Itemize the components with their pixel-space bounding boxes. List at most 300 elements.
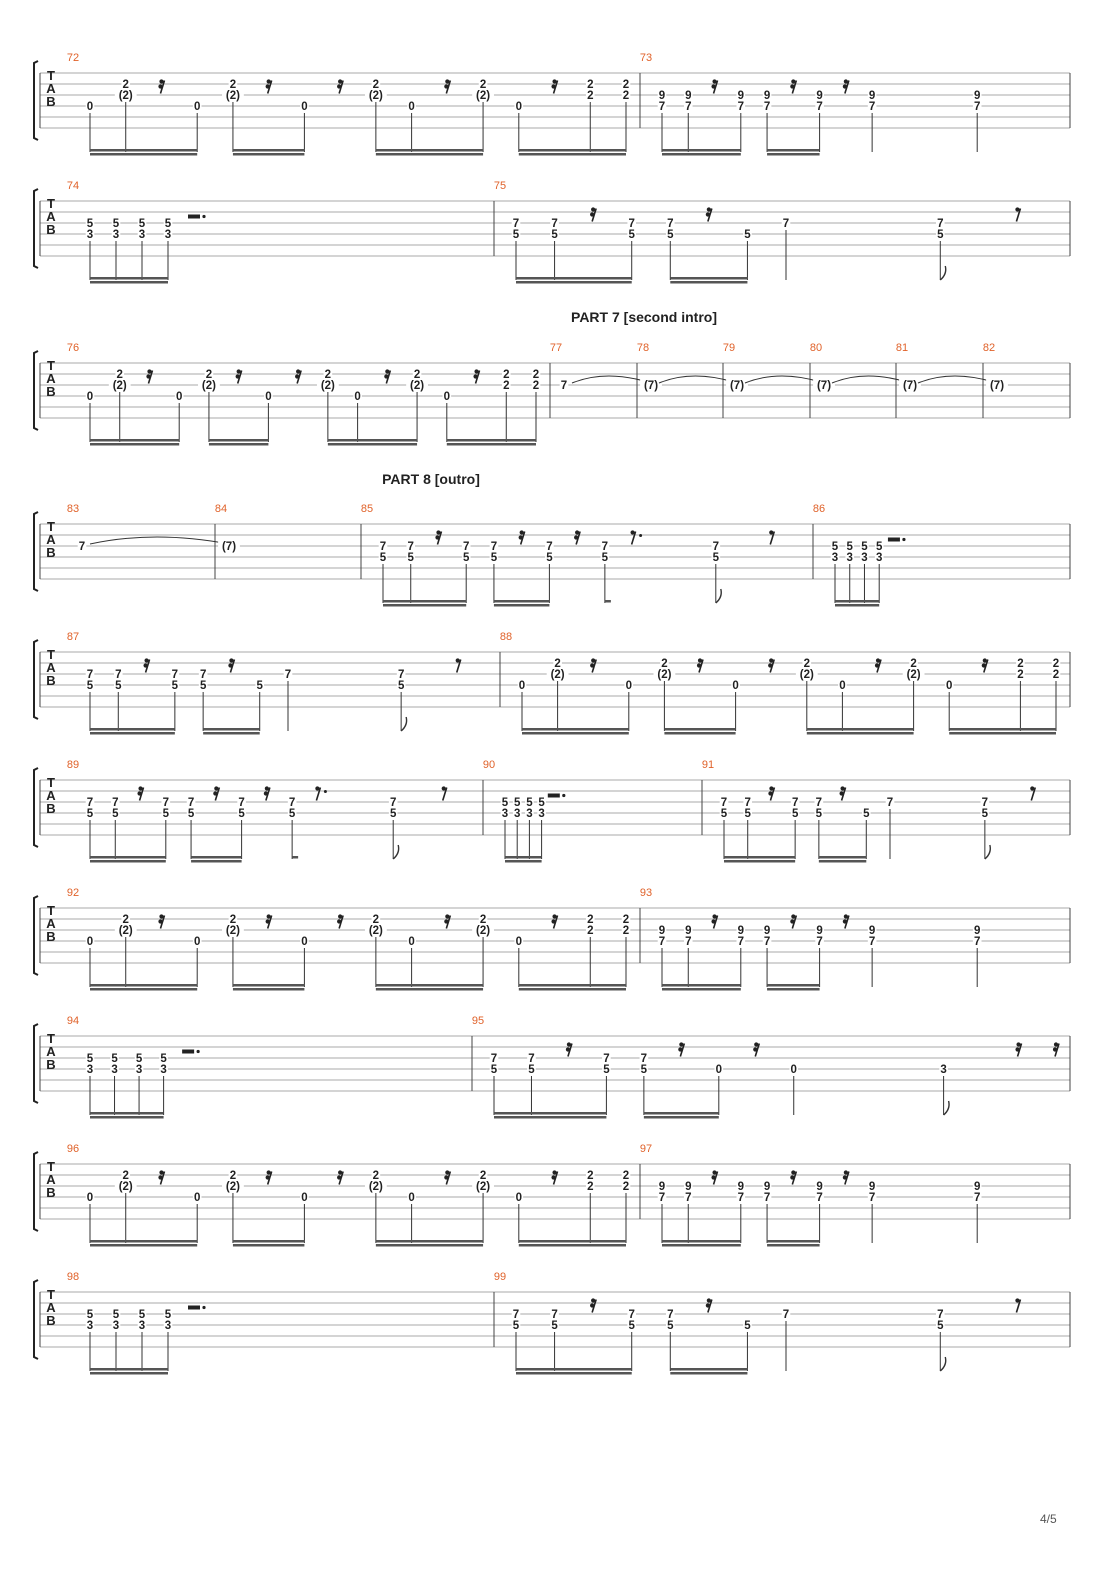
fret-number: (2) bbox=[118, 1181, 133, 1193]
tie-arc bbox=[572, 376, 651, 383]
beam bbox=[203, 732, 260, 735]
system-bracket bbox=[34, 351, 38, 430]
fret-number: 5 bbox=[86, 1309, 94, 1321]
beam bbox=[203, 728, 260, 731]
fret-number: 2 bbox=[587, 925, 594, 937]
fret-number: 2 bbox=[587, 914, 594, 926]
fret-number: 5 bbox=[628, 1320, 635, 1332]
sixteenth-rest bbox=[551, 1170, 557, 1184]
sixteenth-rest bbox=[228, 658, 234, 672]
sixteenth-rest bbox=[768, 786, 774, 800]
fret-number: 9 bbox=[658, 925, 666, 937]
fret-number: 7 bbox=[199, 669, 207, 681]
beam bbox=[90, 856, 166, 859]
tab-clef-letter: T bbox=[47, 647, 55, 662]
fret-number: 9 bbox=[816, 925, 823, 937]
beam bbox=[233, 1240, 304, 1243]
sixteenth-rest bbox=[711, 1170, 717, 1184]
measure bbox=[86, 1050, 200, 1119]
beam bbox=[209, 443, 268, 446]
fret-number: 5 bbox=[115, 680, 122, 692]
half-rest bbox=[888, 538, 900, 542]
fret-number: 2 bbox=[622, 914, 630, 926]
fret-number: 7 bbox=[981, 797, 989, 809]
fret-number: (2) bbox=[550, 669, 565, 681]
fret-number: 7 bbox=[397, 669, 405, 681]
beam bbox=[767, 153, 820, 156]
beam bbox=[949, 732, 1056, 735]
fret-number: 7 bbox=[86, 797, 94, 809]
sixteenth-rest bbox=[706, 207, 712, 221]
fret-number: 2 bbox=[229, 1170, 237, 1182]
fret-number: 0 bbox=[443, 391, 451, 403]
measure-number: 90 bbox=[482, 759, 496, 771]
system-bracket bbox=[34, 1152, 38, 1231]
fret-number: 5 bbox=[138, 218, 146, 230]
fret-number: 7 bbox=[685, 101, 692, 113]
fret-number: 2 bbox=[413, 369, 421, 381]
beam bbox=[90, 988, 197, 991]
fret-number: 5 bbox=[831, 541, 839, 553]
fret-number: 7 bbox=[685, 1192, 692, 1204]
tie-arc bbox=[832, 376, 910, 383]
fret-number: 9 bbox=[685, 925, 692, 937]
sixteenth-rest bbox=[519, 530, 525, 544]
fret-number: 5 bbox=[512, 229, 520, 241]
beam bbox=[90, 860, 166, 863]
fret-number: 3 bbox=[846, 552, 853, 564]
tab-clef-letter: T bbox=[47, 903, 55, 918]
fret-number: 7 bbox=[782, 218, 790, 230]
fret-number: 0 bbox=[515, 101, 523, 113]
fret-number: (2) bbox=[225, 90, 240, 102]
tab-clef-letter: A bbox=[46, 371, 56, 386]
sixteenth-rest bbox=[236, 369, 242, 383]
fret-number: (2) bbox=[118, 90, 133, 102]
sixteenth-rest bbox=[137, 786, 143, 800]
system-bracket bbox=[34, 512, 38, 591]
fret-number: (2) bbox=[368, 925, 383, 937]
fret-number: 2 bbox=[532, 380, 540, 392]
fret-number: 0 bbox=[518, 680, 526, 692]
fret-number: 9 bbox=[685, 1181, 692, 1193]
fret-number: 2 bbox=[661, 658, 668, 670]
fret-number: 7 bbox=[685, 936, 692, 948]
tab-clef-letter: A bbox=[46, 660, 56, 675]
fret-number: 5 bbox=[187, 808, 195, 820]
beam bbox=[670, 1372, 747, 1375]
beam bbox=[519, 1244, 626, 1247]
fret-number: 2 bbox=[1017, 658, 1024, 670]
fret-number: 5 bbox=[238, 808, 245, 820]
rest-dot bbox=[902, 538, 905, 541]
fret-number: (2) bbox=[225, 925, 240, 937]
sixteenth-rest bbox=[1015, 1042, 1021, 1056]
fret-number: 3 bbox=[86, 1320, 94, 1332]
sixteenth-rest bbox=[551, 914, 557, 928]
tab-clef-letter: B bbox=[46, 222, 56, 237]
fret-number: 5 bbox=[937, 229, 944, 241]
fret-number: 5 bbox=[112, 1309, 120, 1321]
measure bbox=[86, 215, 206, 284]
sixteenth-rest bbox=[574, 530, 580, 544]
sixteenth-rest bbox=[264, 786, 270, 800]
fret-number: 7 bbox=[490, 1053, 498, 1065]
beam bbox=[233, 149, 304, 152]
fret-number: 5 bbox=[846, 541, 853, 553]
beam bbox=[819, 856, 866, 859]
fret-number: (2) bbox=[410, 380, 425, 392]
fret-number: (7) bbox=[989, 380, 1005, 392]
tab-clef-letter: A bbox=[46, 532, 56, 547]
fret-number: 0 bbox=[839, 680, 846, 692]
fret-number: 7 bbox=[937, 1309, 944, 1321]
eighth-flag bbox=[985, 845, 990, 859]
beam bbox=[494, 604, 549, 607]
beam bbox=[767, 1240, 820, 1243]
sixteenth-rest bbox=[143, 658, 149, 672]
measure-number: 99 bbox=[493, 1271, 507, 1283]
sixteenth-rest bbox=[295, 369, 301, 383]
beam bbox=[90, 277, 168, 280]
tab-system bbox=[34, 351, 1070, 446]
fret-number: 7 bbox=[720, 797, 728, 809]
fret-number: 5 bbox=[462, 552, 470, 564]
fret-number: 7 bbox=[973, 936, 981, 948]
fret-number: 3 bbox=[164, 229, 172, 241]
beam bbox=[519, 1240, 626, 1243]
beam bbox=[819, 860, 866, 863]
fret-number: (2) bbox=[118, 925, 133, 937]
eighth-rest bbox=[442, 786, 447, 800]
beam bbox=[90, 984, 197, 987]
fret-number: 0 bbox=[86, 1192, 94, 1204]
fret-number: 7 bbox=[628, 218, 635, 230]
tab-clef-letter: B bbox=[46, 545, 56, 560]
fret-number: 7 bbox=[658, 1192, 666, 1204]
sixteenth-rest bbox=[982, 658, 988, 672]
tie-arc bbox=[918, 376, 997, 383]
beam bbox=[505, 860, 542, 863]
fret-number: 7 bbox=[815, 797, 823, 809]
fret-number: 9 bbox=[868, 925, 876, 937]
fret-number: 5 bbox=[86, 1053, 94, 1065]
beam bbox=[233, 984, 304, 987]
fret-number: 5 bbox=[407, 552, 414, 564]
fret-number: 0 bbox=[408, 101, 415, 113]
fret-number: (2) bbox=[476, 1181, 491, 1193]
measure-number: 81 bbox=[895, 342, 909, 354]
fret-number: 7 bbox=[658, 101, 666, 113]
sixteenth-rest bbox=[266, 79, 272, 93]
fret-number: 5 bbox=[256, 680, 263, 692]
fret-number: 0 bbox=[515, 936, 523, 948]
beam bbox=[90, 1368, 168, 1371]
tab-clef-letter: T bbox=[47, 68, 55, 83]
eighth-flag bbox=[393, 845, 398, 859]
fret-number: 9 bbox=[737, 1181, 745, 1193]
fret-number: (7) bbox=[902, 380, 918, 392]
beam bbox=[519, 149, 626, 152]
tab-clef-letter: B bbox=[46, 1185, 56, 1200]
tab-clef-letter: A bbox=[46, 788, 56, 803]
eighth-rest bbox=[1015, 207, 1020, 221]
sixteenth-rest bbox=[158, 1170, 164, 1184]
beam bbox=[516, 1372, 632, 1375]
fret-number: 2 bbox=[116, 369, 123, 381]
fret-number: 5 bbox=[791, 808, 799, 820]
section-title: PART 8 [outro] bbox=[382, 471, 480, 487]
fret-number: 2 bbox=[122, 914, 129, 926]
fret-number: 9 bbox=[763, 1181, 771, 1193]
fret-number: 0 bbox=[265, 391, 272, 403]
fret-number: 5 bbox=[199, 680, 207, 692]
beam bbox=[447, 439, 536, 442]
beam bbox=[376, 153, 483, 156]
beam bbox=[447, 443, 536, 446]
rest-dot bbox=[202, 1306, 205, 1309]
fret-number: 5 bbox=[86, 218, 94, 230]
fret-number: 7 bbox=[816, 936, 823, 948]
system-bracket bbox=[34, 189, 38, 268]
sixteenth-rest bbox=[1053, 1042, 1059, 1056]
fret-number: 3 bbox=[940, 1064, 947, 1076]
fret-number: 7 bbox=[551, 1309, 558, 1321]
beam bbox=[376, 988, 483, 991]
measure-number: 73 bbox=[639, 52, 653, 64]
fret-number: 0 bbox=[945, 680, 953, 692]
fret-number: 2 bbox=[622, 1181, 630, 1193]
sixteenth-rest bbox=[158, 79, 164, 93]
fret-number: 7 bbox=[162, 797, 170, 809]
beam bbox=[724, 856, 795, 859]
fret-number: 5 bbox=[667, 1320, 674, 1332]
fret-number: 7 bbox=[407, 541, 414, 553]
tab-clef-letter: B bbox=[46, 94, 56, 109]
beam bbox=[644, 1116, 719, 1119]
fret-number: 5 bbox=[815, 808, 823, 820]
fret-number: 0 bbox=[715, 1064, 723, 1076]
fret-number: 7 bbox=[791, 797, 799, 809]
fret-number: 3 bbox=[138, 229, 146, 241]
sixteenth-rest bbox=[711, 914, 717, 928]
fret-number: 3 bbox=[861, 552, 868, 564]
tab-system bbox=[34, 61, 1070, 156]
fret-number: 2 bbox=[205, 369, 213, 381]
fret-number: 5 bbox=[526, 797, 533, 809]
fret-number: 2 bbox=[1052, 669, 1060, 681]
sixteenth-rest bbox=[158, 914, 164, 928]
sixteenth-rest bbox=[444, 1170, 450, 1184]
fret-number: 2 bbox=[372, 914, 380, 926]
beam bbox=[767, 988, 820, 991]
sixteenth-rest bbox=[590, 207, 596, 221]
measure-number: 85 bbox=[360, 503, 374, 515]
fret-number: 0 bbox=[790, 1064, 797, 1076]
beam bbox=[233, 988, 304, 991]
beam bbox=[90, 732, 175, 735]
fret-number: 5 bbox=[164, 218, 172, 230]
fret-number: 7 bbox=[868, 101, 876, 113]
beam bbox=[383, 600, 466, 603]
measure-number: 80 bbox=[809, 342, 823, 354]
beam bbox=[90, 728, 175, 731]
fret-number: 9 bbox=[973, 925, 981, 937]
sixteenth-rest bbox=[337, 79, 343, 93]
measure-number: 94 bbox=[66, 1015, 80, 1027]
measure bbox=[86, 1306, 206, 1375]
fret-number: 7 bbox=[603, 1053, 610, 1065]
measure-number: 98 bbox=[66, 1271, 80, 1283]
fret-number: 9 bbox=[737, 925, 745, 937]
fret-number: 7 bbox=[284, 669, 292, 681]
fret-number: 5 bbox=[397, 680, 405, 692]
measure-number: 88 bbox=[499, 631, 513, 643]
fret-number: 7 bbox=[973, 101, 981, 113]
measure-number: 72 bbox=[66, 52, 80, 64]
fret-number: 7 bbox=[763, 1192, 771, 1204]
beam bbox=[670, 281, 747, 284]
sixteenth-rest bbox=[473, 369, 479, 383]
beam bbox=[90, 149, 197, 152]
fret-number: 7 bbox=[667, 218, 674, 230]
sixteenth-rest bbox=[697, 658, 703, 672]
fret-number: 5 bbox=[138, 1309, 146, 1321]
fret-number: 5 bbox=[288, 808, 296, 820]
beam bbox=[522, 728, 629, 731]
fret-number: 3 bbox=[875, 552, 883, 564]
beam bbox=[328, 443, 417, 446]
beam bbox=[767, 1244, 820, 1247]
measure-number: 83 bbox=[66, 503, 80, 515]
fret-number: 7 bbox=[78, 541, 86, 553]
tab-clef-letter: T bbox=[47, 519, 55, 534]
measure-number: 96 bbox=[66, 1143, 80, 1155]
fret-number: 5 bbox=[513, 797, 521, 809]
fret-number: 2 bbox=[479, 1170, 487, 1182]
fret-number: 5 bbox=[667, 229, 674, 241]
beam bbox=[664, 728, 735, 731]
fret-number: 5 bbox=[171, 680, 179, 692]
fret-number: 5 bbox=[512, 1320, 520, 1332]
sixteenth-rest bbox=[839, 786, 845, 800]
beam bbox=[835, 600, 879, 603]
fret-number: 0 bbox=[625, 680, 633, 692]
sixteenth-rest bbox=[337, 914, 343, 928]
tab-clef-letter: T bbox=[47, 775, 55, 790]
beam bbox=[662, 988, 741, 991]
fret-number: 7 bbox=[658, 936, 666, 948]
beam bbox=[767, 984, 820, 987]
beam bbox=[662, 984, 741, 987]
fret-number: 7 bbox=[937, 218, 944, 230]
measure-number: 95 bbox=[471, 1015, 485, 1027]
fret-number: 2 bbox=[587, 90, 594, 102]
beam bbox=[949, 728, 1056, 731]
sixteenth-rest bbox=[706, 1298, 712, 1312]
measure-number: 93 bbox=[639, 887, 653, 899]
tab-clef-letter: A bbox=[46, 81, 56, 96]
fret-number: 9 bbox=[763, 925, 771, 937]
fret-number: 5 bbox=[379, 552, 387, 564]
page-number: 4/5 bbox=[1040, 1512, 1057, 1526]
fret-number: 2 bbox=[1052, 658, 1060, 670]
fret-number: 2 bbox=[372, 1170, 380, 1182]
fret-number: 9 bbox=[868, 90, 876, 102]
fret-number: 7 bbox=[546, 541, 553, 553]
sixteenth-rest bbox=[444, 79, 450, 93]
tie-arc bbox=[745, 376, 824, 383]
system-bracket bbox=[34, 1024, 38, 1103]
fret-number: 7 bbox=[528, 1053, 535, 1065]
fret-number: (2) bbox=[320, 380, 335, 392]
measure-number: 77 bbox=[549, 342, 563, 354]
beam bbox=[835, 604, 879, 607]
fret-number: 0 bbox=[301, 936, 308, 948]
fret-number: (2) bbox=[201, 380, 216, 392]
sixteenth-rest bbox=[843, 1170, 849, 1184]
fret-number: 3 bbox=[111, 1064, 118, 1076]
fret-number: 3 bbox=[112, 1320, 120, 1332]
fret-number: 7 bbox=[288, 797, 296, 809]
beam bbox=[662, 149, 741, 152]
sixteenth-rest bbox=[213, 786, 219, 800]
fret-number: 2 bbox=[587, 79, 594, 91]
fret-number: 5 bbox=[981, 808, 989, 820]
fret-number: 5 bbox=[628, 229, 635, 241]
beam bbox=[209, 439, 268, 442]
fret-number: 7 bbox=[816, 101, 823, 113]
beam bbox=[519, 153, 626, 156]
rest-dot bbox=[197, 1050, 200, 1053]
fret-number: 5 bbox=[712, 552, 720, 564]
measure bbox=[831, 538, 906, 607]
fret-number: 2 bbox=[479, 914, 487, 926]
beam bbox=[519, 984, 626, 987]
sixteenth-rest bbox=[790, 1170, 796, 1184]
beam bbox=[90, 153, 197, 156]
fret-number: (2) bbox=[657, 669, 672, 681]
fret-number: 5 bbox=[112, 218, 120, 230]
tab-clef-letter: A bbox=[46, 1044, 56, 1059]
fret-number: 7 bbox=[238, 797, 245, 809]
fret-number: 5 bbox=[160, 1053, 167, 1065]
half-rest bbox=[182, 1050, 194, 1054]
eighth-flag bbox=[940, 1357, 945, 1371]
sixteenth-rest bbox=[590, 658, 596, 672]
measure-number: 78 bbox=[636, 342, 650, 354]
tab-system bbox=[34, 640, 1070, 735]
sixteenth-rest bbox=[435, 530, 441, 544]
fret-number: 5 bbox=[601, 552, 609, 564]
beam bbox=[662, 1244, 741, 1247]
fret-number: 9 bbox=[816, 90, 823, 102]
fret-number: 5 bbox=[86, 680, 94, 692]
fret-number: 7 bbox=[512, 1309, 520, 1321]
beam bbox=[644, 1112, 719, 1115]
measure-number: 84 bbox=[214, 503, 228, 515]
fret-number: 2 bbox=[324, 369, 332, 381]
fret-number: 2 bbox=[229, 79, 237, 91]
fret-number: 2 bbox=[587, 1170, 594, 1182]
beam bbox=[90, 439, 179, 442]
fret-number: 2 bbox=[622, 90, 630, 102]
beam bbox=[670, 277, 747, 280]
tab-clef-letter: T bbox=[47, 1031, 55, 1046]
sixteenth-rest bbox=[875, 658, 881, 672]
fret-number: 7 bbox=[490, 541, 498, 553]
beam bbox=[522, 732, 629, 735]
